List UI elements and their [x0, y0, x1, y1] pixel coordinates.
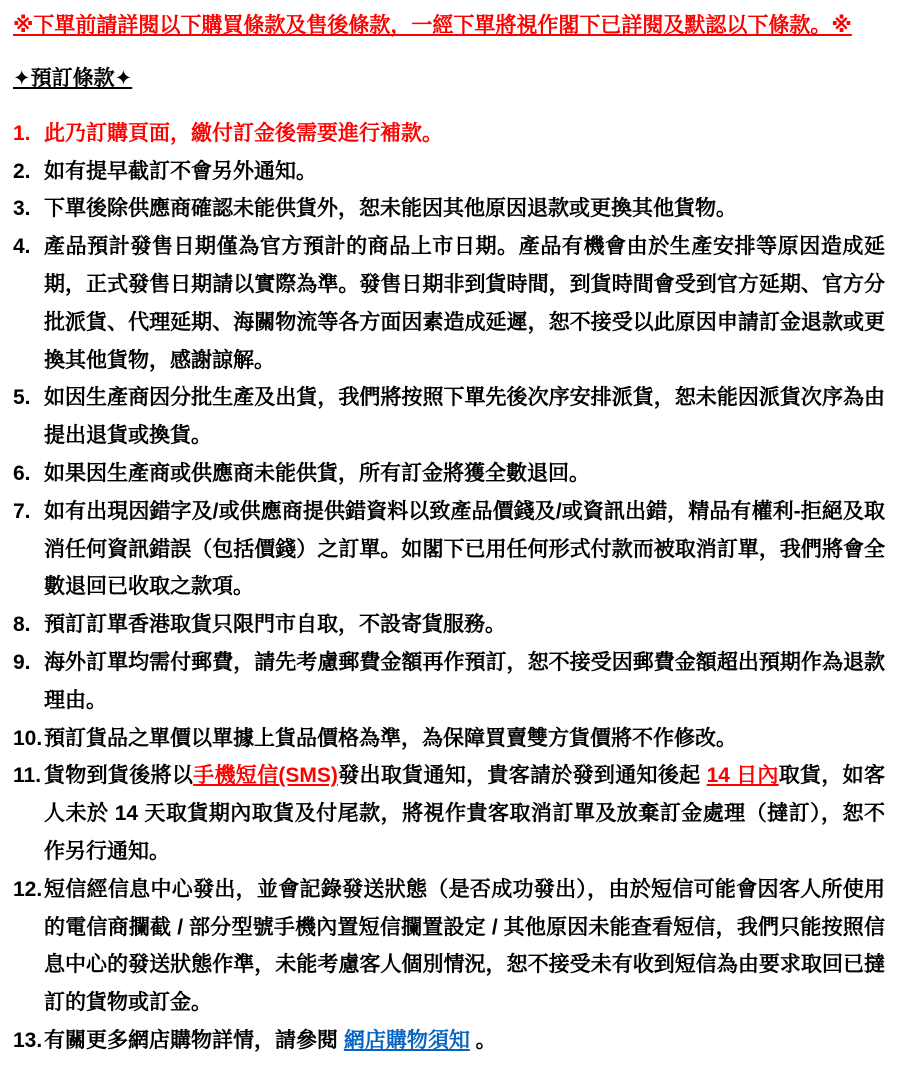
term-segment: 發出取貨通知，貴客請於發到通知後起	[337, 764, 707, 788]
term-segment: 有關更多網店購物詳情，請參閱	[44, 1029, 344, 1053]
term-number: 3.	[13, 197, 31, 221]
term-item	[13, 190, 885, 228]
term-text	[44, 644, 885, 720]
term-number: 1.	[13, 121, 31, 145]
term-segment: 如有出現因錯字及/或供應商提供錯資料以致產品價錢及/或資訊出錯，精品有權利-拒絕及取消任何資訊錯誤（包括價錢）之訂單。如閣下已用任何形式付款而被取消訂單，我們將會全數退回已收取之款項。	[44, 499, 885, 599]
term-item	[13, 379, 885, 455]
term-text	[44, 871, 885, 1022]
term-segment: 貨物到貨後將以	[44, 764, 194, 788]
term-text	[44, 153, 885, 191]
term-segment: 取貨，如客人未於 14 天取貨期內取貨及付尾款，將視作貴客取消訂單及放棄訂金處理（撻訂），恕不作另行通知。	[44, 764, 885, 864]
term-number: 4.	[13, 235, 31, 259]
term-segment: 預訂貨品之單價以單據上貨品價格為準，為保障買賣雙方貨價將不作修改。	[44, 726, 737, 750]
section-title-row	[13, 64, 885, 115]
term-text	[44, 606, 885, 644]
term-item	[13, 606, 885, 644]
term-text	[44, 720, 885, 758]
term-item	[13, 493, 885, 606]
term-text	[44, 455, 885, 493]
term-text	[44, 228, 885, 379]
term-number: 12.	[13, 877, 43, 901]
term-segment: 下單後除供應商確認未能供貨外，恕未能因其他原因退款或更換其他貨物。	[44, 197, 737, 221]
term-segment: 此乃訂購頁面，繳付訂金後需要進行補款。	[44, 121, 443, 145]
term-item	[13, 455, 885, 493]
term-segment: 預訂訂單香港取貨只限門市自取，不設寄貨服務。	[44, 613, 506, 637]
term-item	[13, 871, 885, 1022]
term-segment: 手機短信(SMS)	[193, 764, 338, 788]
term-item	[13, 720, 885, 758]
term-item	[13, 228, 885, 379]
term-number: 11.	[13, 764, 42, 788]
term-text	[44, 115, 885, 153]
term-segment: 如有提早截訂不會另外通知。	[44, 159, 317, 183]
term-segment: 如因生產商因分批生產及出貨，我們將按照下單先後次序安排派貨，恕未能因派貨次序為由提出退貨或換貨。	[44, 386, 885, 448]
section-title-preorder-terms: ✦預訂條款✦	[13, 66, 133, 90]
term-text	[44, 379, 885, 455]
term-number: 8.	[13, 613, 31, 637]
term-segment: 如果因生產商或供應商未能供貨，所有訂金將獲全數退回。	[44, 462, 590, 486]
term-item	[13, 1022, 885, 1060]
term-number: 5.	[13, 386, 31, 410]
term-item	[13, 153, 885, 191]
purchase-notice: ※下單前請詳閱以下購買條款及售後條款，一經下單將視作閣下已詳閱及默認以下條款。※	[13, 14, 852, 37]
terms-document	[13, 10, 885, 1060]
term-text	[44, 190, 885, 228]
term-text	[44, 1022, 885, 1060]
term-item	[13, 115, 885, 153]
term-text	[44, 493, 885, 606]
term-number: 6.	[13, 462, 31, 486]
term-item	[13, 757, 885, 870]
term-number: 9.	[13, 651, 31, 675]
term-item	[13, 644, 885, 720]
term-segment: 海外訂單均需付郵費，請先考慮郵費金額再作預訂，恕不接受因郵費金額超出預期作為退款理由。	[44, 651, 885, 712]
term-segment: 14 日內	[706, 764, 779, 788]
term-segment: 短信經信息中心發出，並會記錄發送狀態（是否成功發出），由於短信可能會因客人所使用的電信商攔截 / 部分型號手機內置短信攔置設定 / 其他原因未能查看短信，我們只能按照信息中心的發送狀態作準，未能考慮客人個別情況，恕不接受未有收到短信為由要求取回已撻訂的貨物或訂金。	[44, 877, 885, 1015]
term-number: 2.	[13, 159, 31, 183]
term-segment: 。	[469, 1029, 497, 1053]
term-segment: 產品預計發售日期僅為官方預計的商品上市日期。產品有機會由於生產安排等原因造成延期，正式發售日期請以實際為準。發售日期非到貨時間，到貨時間會受到官方延期、官方分批派貨、代理延期、海關物流等各方面因素造成延遲，恕不接受以此原因申請訂金退款或更換其他貨物，感謝諒解。	[44, 235, 885, 372]
terms-list	[13, 115, 885, 1060]
term-text	[44, 757, 885, 870]
term-number: 10.	[13, 726, 43, 750]
term-number: 7.	[13, 499, 31, 523]
shop-guide-link[interactable]: 網店購物須知	[343, 1029, 470, 1053]
term-number: 13.	[13, 1029, 43, 1053]
